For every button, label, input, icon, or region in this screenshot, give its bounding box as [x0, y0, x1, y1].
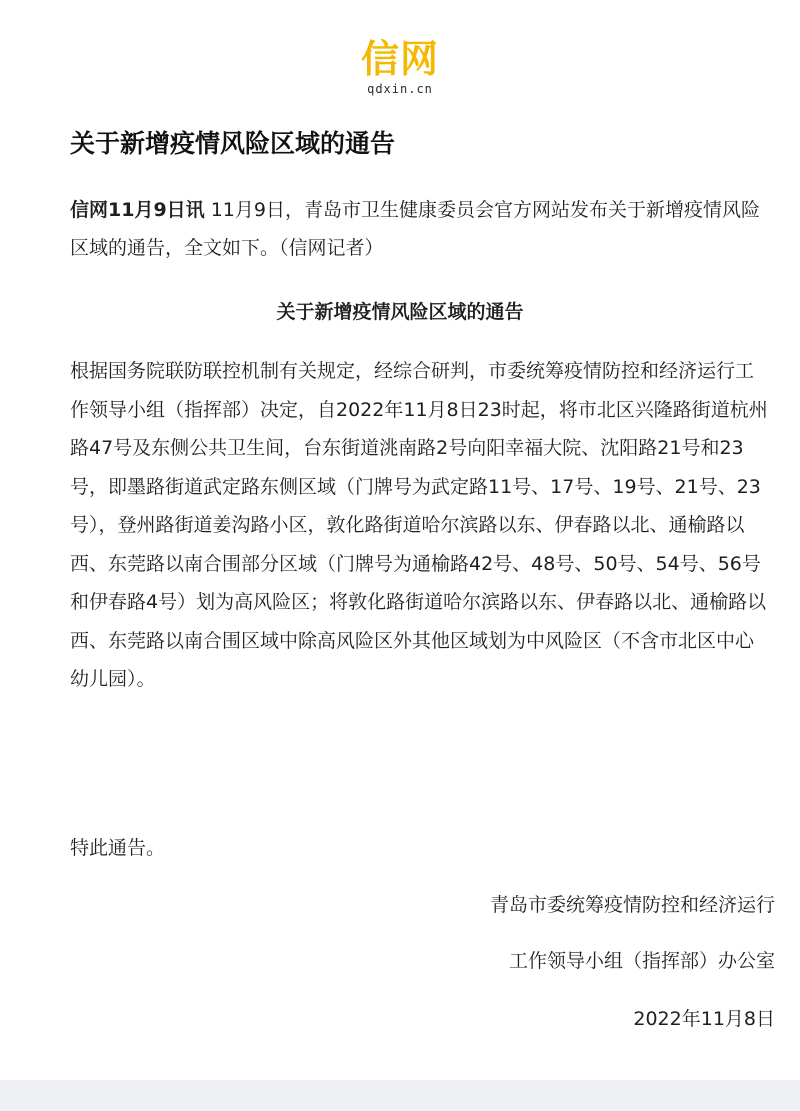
- article-lead-text: 11月9日，青岛市卫生健康委员会官方网站发布关于新增疫情风险区域的通告，全文如下。（信网记者）: [70, 199, 760, 259]
- article-headline: 关于新增疫情风险区域的通告: [70, 129, 396, 158]
- signature-line-2: 工作领导小组（指挥部）办公室: [508, 950, 775, 972]
- notice-body: 根据国务院联防联控机制有关规定，经综合研判，市委统筹疫情防控和经济运行工作领导小组（指挥部）决定，自2022年11月8日23时起，将市北区兴隆路街道杭州路47号及东侧公共卫生间，台东街道洮南路2号向阳幸福大院、沈阳路21号和23号，即墨路街道武定路东侧区域（门牌号为武定路11号、17号、19号、21号、23号），登州路街道姜沟路小区，敦化路街道哈尔滨路以东、伊春路以北、通榆路以西、东莞路以南合围部分区域（门牌号为通榆路42号、48号、50号、54号、56号和伊春路4号）划为高风险区；将敦化路街道哈尔滨路以东、伊春路以北、通榆路以西、东莞路以南合围区域中除高风险区外其他区域划为中风险区（不含市北区中心幼儿园）。: [70, 360, 768, 690]
- logo-mark-first-char: 信: [360, 37, 400, 81]
- page-footer-bar: [0, 1080, 800, 1111]
- article-dateline: 信网11月9日讯: [70, 199, 205, 221]
- site-logo[interactable]: [0, 36, 800, 96]
- logo-url: qdxin.cn: [367, 82, 433, 96]
- signature-line-1: 青岛市委统筹疫情防控和经济运行: [489, 894, 775, 916]
- article-lead: [70, 191, 770, 267]
- notice-closing: 特此通告。: [70, 837, 166, 859]
- notice-title: 关于新增疫情风险区域的通告: [276, 301, 524, 323]
- logo-mark-second-char: 网: [400, 37, 440, 81]
- notice-date: 2022年11月8日: [633, 1008, 775, 1030]
- logo-mark: [0, 36, 800, 82]
